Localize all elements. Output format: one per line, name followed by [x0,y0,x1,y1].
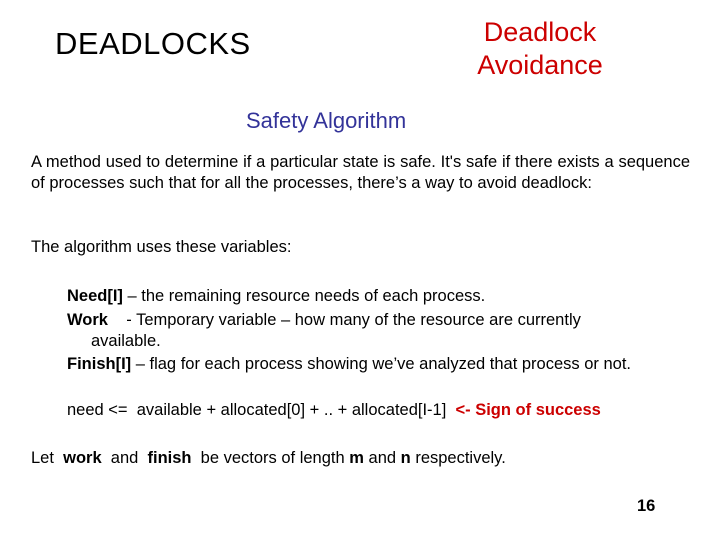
page-number: 16 [637,497,656,515]
condition-highlight: <- Sign of success [455,401,601,419]
let-text: and [101,449,148,467]
variable-desc: – the remaining resource needs of each process. [122,287,486,305]
heading-line-2: Avoidance [477,50,603,80]
let-finish: finish [147,449,192,467]
let-text: respectively. [410,449,506,467]
let-text: Let [31,449,64,467]
variable-work [67,310,690,352]
let-n: n [400,449,411,467]
let-m: m [349,449,364,467]
slide-heading [440,16,640,82]
let-statement [31,449,506,468]
condition-expression: need <= available + allocated[0] + .. + allocated[I-1] [67,401,456,419]
let-text: be vectors of length [191,449,350,467]
variable-desc: - Temporary variable – how many of the resource are currently [107,311,581,329]
variable-desc-continued: available. [91,332,161,350]
slide-title: DEADLOCKS [55,26,251,61]
subtitle: Safety Algorithm [246,108,407,133]
variable-name: Work [67,311,108,329]
variable-desc: – flag for each process showing we’ve analyzed that process or not. [131,355,632,373]
let-work: work [63,449,102,467]
variable-need [67,286,690,307]
heading-line-1: Deadlock [483,17,597,47]
variable-name: Finish[I] [67,355,132,373]
let-text: and [363,449,401,467]
intro-paragraph: A method used to determine if a particular state is safe. It's safe if there exists a sequence of processes such that for all the processes, there’s a way to avoid deadlock: [31,153,690,192]
variable-finish [67,354,690,375]
variables-lead: The algorithm uses these variables: [31,238,292,256]
variable-name: Need[I] [67,287,123,305]
success-condition [67,401,601,420]
